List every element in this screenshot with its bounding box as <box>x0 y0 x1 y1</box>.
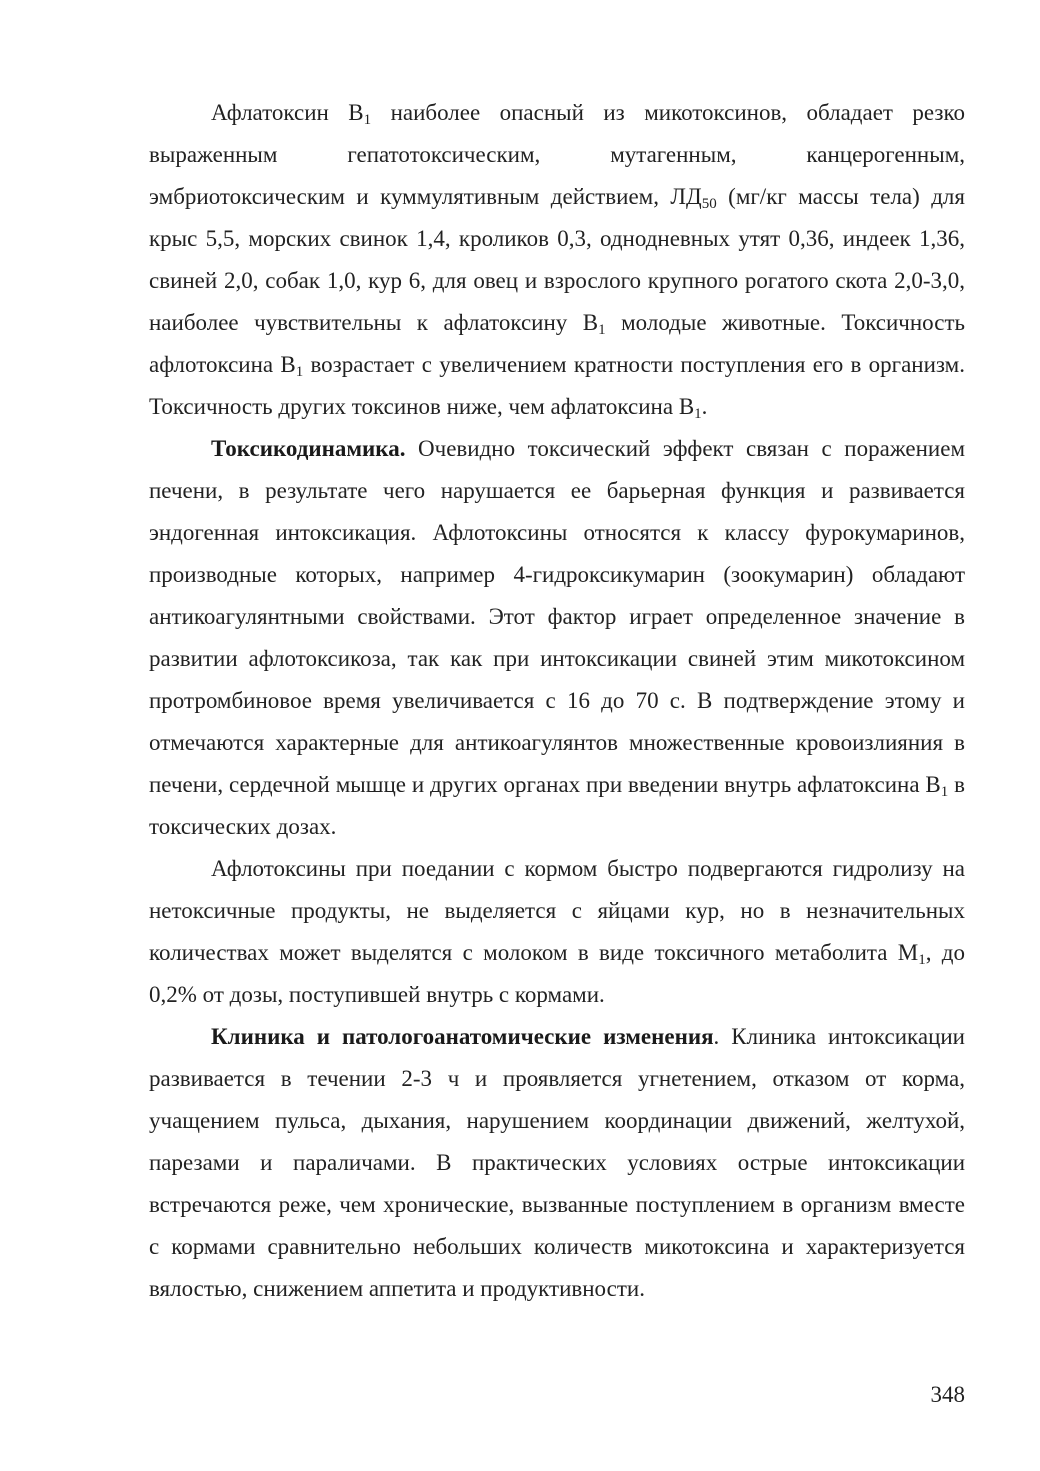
text-run: наиболее опасный из микотоксинов, обладает резко выраженным гепатотоксическим, мутагенным, канцерогенным, эмбриотоксическим и куммулятивным действием, ЛД <box>149 100 966 209</box>
body-text <box>149 92 965 1310</box>
text-run: Афлотоксины при поедании с кормом быстро подвергаются гидролизу на нетоксичные продукты, не выделяется с яйцами кур, но в незначительных количествах может выделятся с молоком в виде токсичного метаболита M <box>149 856 965 965</box>
section-heading: Клиника и патологоанатомические изменения <box>211 1024 714 1049</box>
text-run: в токсических дозах. <box>149 772 965 839</box>
text-run: Афлатоксин B <box>211 100 364 125</box>
page-number: 348 <box>930 1382 965 1407</box>
subscript: 1 <box>694 406 702 422</box>
subscript: 50 <box>701 196 717 212</box>
text-run: возрастает с увеличением кратности поступления его в организм. Токсичность других токсинов ниже, чем афлатоксина B <box>149 352 965 419</box>
text-run: . Клиника интоксикации развивается в течении 2-3 ч и проявляется угнетением, отказом от корма, учащением пульса, дыхания, нарушением координации движений, желтухой, парезами и параличами. В практических условиях острые интоксикации встречаются реже, чем хронические, вызванные поступлением в организм вместе с кормами сравнительно небольших количеств микотоксина и характеризуется вялостью, снижением аппетита и продуктивности. <box>149 1024 965 1301</box>
subscript: 1 <box>295 364 304 380</box>
paragraph-toxicodynamics <box>149 428 965 848</box>
paragraph-aflatoxin-b1 <box>149 92 965 428</box>
paragraph-clinic-pathology <box>149 1016 965 1310</box>
section-heading: Токсикодинамика. <box>211 436 406 461</box>
subscript: 1 <box>940 784 949 800</box>
text-run: Очевидно токсический эффект связан с поражением печени, в результате чего нарушается ее барьерная функция и развивается эндогенная интоксикация. Афлотоксины относятся к классу фурокумаринов, производные которых, например 4-гидроксикумарин (зоокумарин) обладают антикоагулянтными свойствами. Этот фактор играет определенное значение в развитии афлотоксикоза, так как при интоксикации свиней этим микотоксином протромбиновое время увеличивается с 16 до 70 с. В подтверждение этому и отмечаются характерные для антикоагулянтов множественные кровоизлияния в печени, сердечной мышце и других органах при введении внутрь афлатоксина B <box>149 436 965 797</box>
subscript: 1 <box>918 952 926 968</box>
paragraph-hydrolysis <box>149 848 965 1016</box>
text-run: молодые животные. Токсичность афлотоксина B <box>149 310 966 377</box>
text-run: , до 0,2% от дозы, поступившей внутрь с кормами. <box>149 940 965 1007</box>
subscript: 1 <box>363 112 372 128</box>
text-run: . <box>701 394 708 419</box>
text-run: (мг/кг массы тела) для крыс 5,5, морских свинок 1,4, кроликов 0,3, однодневных утят 0,36, индеек 1,36, свиней 2,0, собак 1,0, кур 6, для овец и взрослого крупного рогатого скота 2,0-3,0, наиболее чувствительны к афлатоксину B <box>149 184 965 335</box>
subscript: 1 <box>598 322 606 338</box>
